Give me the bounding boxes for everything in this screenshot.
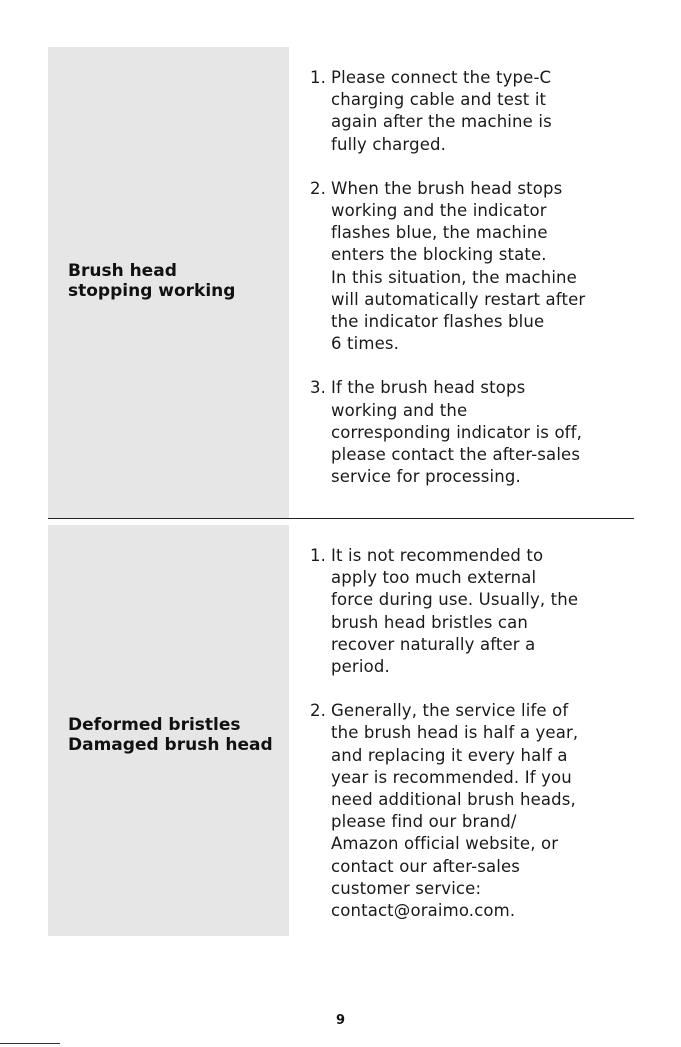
- solution-line: period.: [331, 657, 390, 677]
- solution-number: 3.: [310, 378, 327, 398]
- solution-line: charging cable and test it: [331, 90, 547, 110]
- solution-item: [310, 377, 640, 488]
- solution-line: enters the blocking state.: [331, 245, 547, 265]
- solution-line: It is not recommended to: [331, 546, 544, 565]
- solution-list: [310, 67, 640, 510]
- solution-line: fully charged.: [331, 134, 447, 154]
- solution-line: apply too much external: [331, 568, 537, 588]
- solution-line: Amazon official website, or: [331, 834, 559, 854]
- solution-line: need additional brush heads,: [331, 790, 576, 810]
- issue-label-line: Deformed bristles: [68, 715, 241, 735]
- issue-label-line: Brush head: [68, 261, 177, 281]
- solution-line: brush head bristles can: [331, 612, 529, 632]
- issue-label-line: stopping working: [68, 281, 236, 301]
- solution-line: When the brush head stops: [331, 178, 563, 198]
- issue-cell: [48, 47, 289, 518]
- section-divider: [48, 518, 634, 519]
- issue-label: [68, 261, 235, 301]
- solution-item: [310, 700, 640, 922]
- issue-label: [68, 715, 273, 755]
- solution-line: recover naturally after a: [331, 634, 536, 654]
- solution-line: flashes blue, the machine: [331, 223, 548, 243]
- solution-line: please contact the after-sales: [331, 445, 581, 465]
- solution-line: In this situation, the machine: [331, 267, 577, 287]
- solution-line: 6 times.: [331, 334, 400, 354]
- solution-number: 2.: [310, 701, 327, 721]
- solution-line: please find our brand/: [331, 812, 517, 832]
- solution-item: [310, 178, 640, 356]
- solution-number: 1.: [310, 68, 327, 87]
- solution-line: will automatically restart after: [331, 289, 586, 309]
- footer-rule: [0, 1043, 60, 1044]
- solution-line: the brush head is half a year,: [331, 723, 579, 743]
- solution-line: customer service:: [331, 878, 482, 898]
- solution-item: [310, 67, 640, 156]
- solution-line: and replacing it every half a: [331, 745, 568, 765]
- issue-label-line: Damaged brush head: [68, 735, 273, 755]
- solution-line: the indicator flashes blue: [331, 312, 545, 332]
- solution-line: working and the indicator: [331, 201, 547, 221]
- solution-line: If the brush head stops: [331, 378, 526, 398]
- solution-number: 1.: [310, 546, 327, 565]
- troubleshooting-row-brush-stopping: [48, 47, 634, 518]
- solution-line: contact@oraimo.com.: [331, 901, 516, 921]
- solution-line: Please connect the type-C: [331, 68, 552, 87]
- solution-line: service for processing.: [331, 467, 521, 487]
- solution-line: Generally, the service life of: [331, 701, 569, 721]
- solution-number: 2.: [310, 178, 327, 198]
- solution-line: again after the machine is: [331, 112, 552, 132]
- solution-list: [310, 545, 640, 944]
- troubleshooting-row-deformed-bristles: [48, 525, 634, 936]
- solution-line: corresponding indicator is off,: [331, 422, 582, 442]
- solution-item: [310, 545, 640, 678]
- solution-line: force during use. Usually, the: [331, 590, 579, 610]
- solution-line: contact our after-sales: [331, 856, 520, 876]
- solution-line: year is recommended. If you: [331, 767, 572, 787]
- solution-line: working and the: [331, 400, 468, 420]
- page-number: 9: [335, 1013, 346, 1028]
- issue-cell: [48, 525, 289, 936]
